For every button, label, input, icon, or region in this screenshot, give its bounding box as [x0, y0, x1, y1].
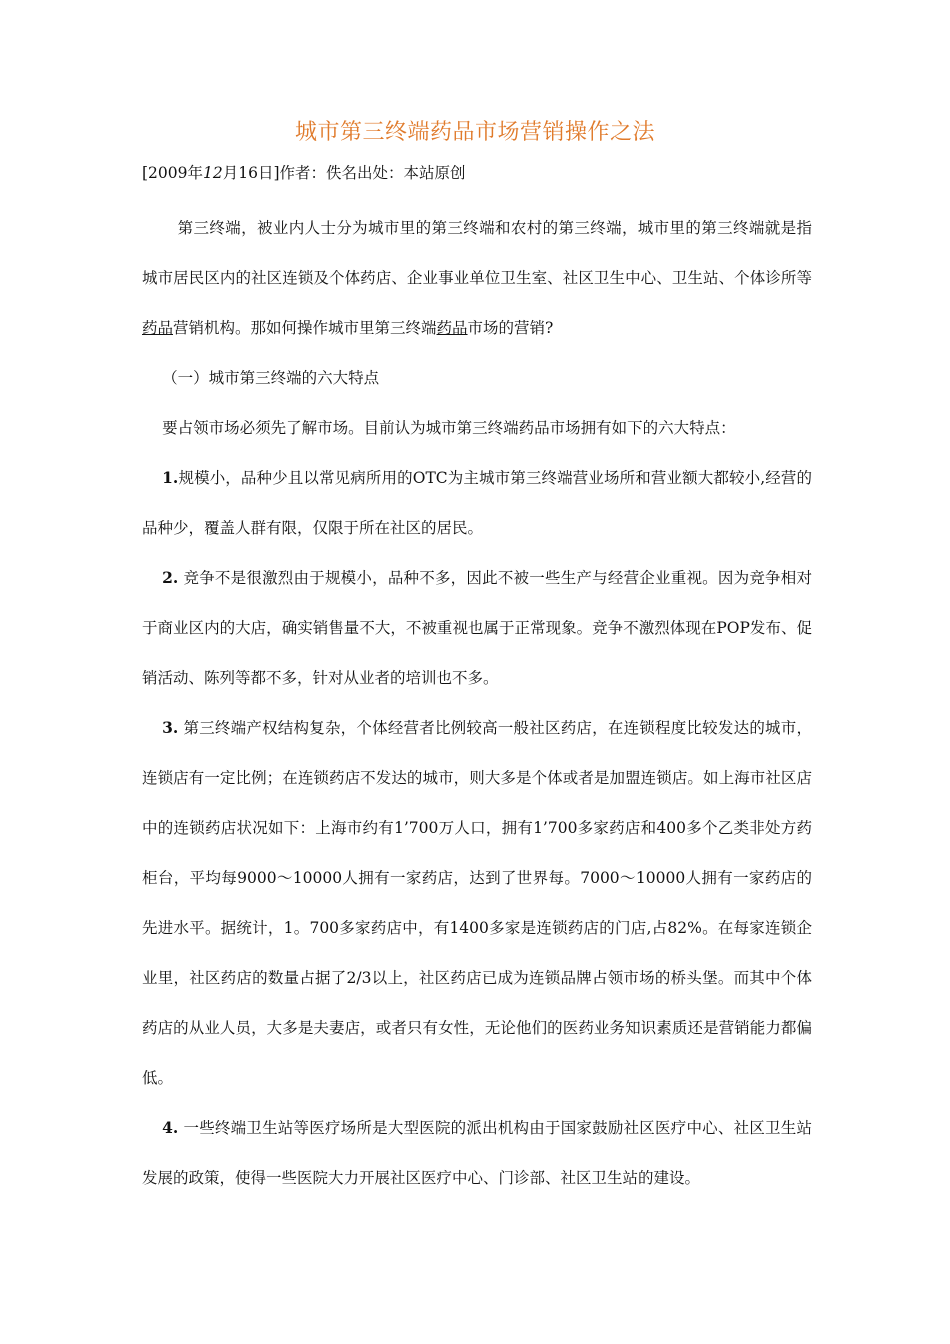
point-2-number: 2. — [162, 568, 179, 587]
meta-date-prefix: [2009年 — [142, 164, 203, 182]
drug-link-1[interactable]: 药品 — [142, 319, 174, 337]
intro-text-1: 第三终端，被业内人士分为城市里的第三终端和农村的第三终端，城市里的第三终端就是指城市居民区内的社区连锁及个体药店、企业事业单位卫生室、社区卫生中心、卫生站、个体诊所等 — [142, 219, 812, 287]
meta-date-suffix: 月16日]作者：佚名出处：本站原创 — [222, 164, 466, 182]
point-4-text: 一些终端卫生站等医疗场所是大型医院的派出机构由于国家鼓励社区医疗中心、社区卫生站发展的政策，使得一些医院大力开展社区医疗中心、门诊部、社区卫生站的建设。 — [142, 1119, 812, 1187]
meta-date-month: 12 — [203, 164, 223, 182]
point-1-text: 规模小，品种少且以常见病所用的OTC为主城市第三终端营业场所和营业额大都较小,经营的品种少，覆盖人群有限，仅限于所在社区的居民。 — [142, 469, 812, 537]
drug-link-2[interactable]: 药品 — [436, 319, 468, 337]
intro-paragraph — [142, 203, 812, 353]
section-heading: （一）城市第三终端的六大特点 — [162, 369, 380, 387]
article-title: 城市第三终端药品市场营销操作之法 — [294, 120, 655, 145]
intro-text-2: 营销机构。那如何操作城市里第三终端 — [173, 319, 437, 337]
point-1 — [142, 453, 812, 553]
article-body — [142, 203, 812, 1203]
point-4-number: 4. — [162, 1118, 179, 1137]
point-3 — [142, 703, 812, 1103]
point-2-text: 竞争不是很激烈由于规模小，品种不多，因此不被一些生产与经营企业重视。因为竞争相对于商业区内的大店，确实销售量不大，不被重视也属于正常现象。竞争不激烈体现在POP发布、促销活动、陈列等都不多，针对从业者的培训也不多。 — [142, 569, 812, 687]
intro-text-3: 市场的营销? — [467, 319, 554, 337]
point-4 — [142, 1103, 812, 1203]
point-1-number: 1. — [162, 468, 179, 487]
point-3-text: 第三终端产权结构复杂，个体经营者比例较高一般社区药店，在连锁程度比较发达的城市，连锁店有一定比例；在连锁药店不发达的城市，则大多是个体或者是加盟连锁店。如上海市社区店中的连锁药店状况如下：上海市约有1’700万人口，拥有1’700多家药店和400多个乙类非处方药柜台，平均每9000～10000人拥有一家药店，达到了世界每。7000～10000人拥有一家药店的先进水平。据统计，1。700多家药店中，有1400多家是连锁药店的门店,占82%。在每家连锁企业里，社区药店的数量占据了2/3以上，社区药店已成为连锁品牌占领市场的桥头堡。而其中个体药店的从业人员，大多是夫妻店，或者只有女性，无论他们的医药业务知识素质还是营销能力都偏低。 — [142, 719, 812, 1087]
point-2 — [142, 553, 812, 703]
article-meta — [142, 161, 466, 185]
lead-paragraph: 要占领市场必须先了解市场。目前认为城市第三终端药品市场拥有如下的六大特点： — [162, 419, 736, 437]
point-3-number: 3. — [162, 718, 179, 737]
